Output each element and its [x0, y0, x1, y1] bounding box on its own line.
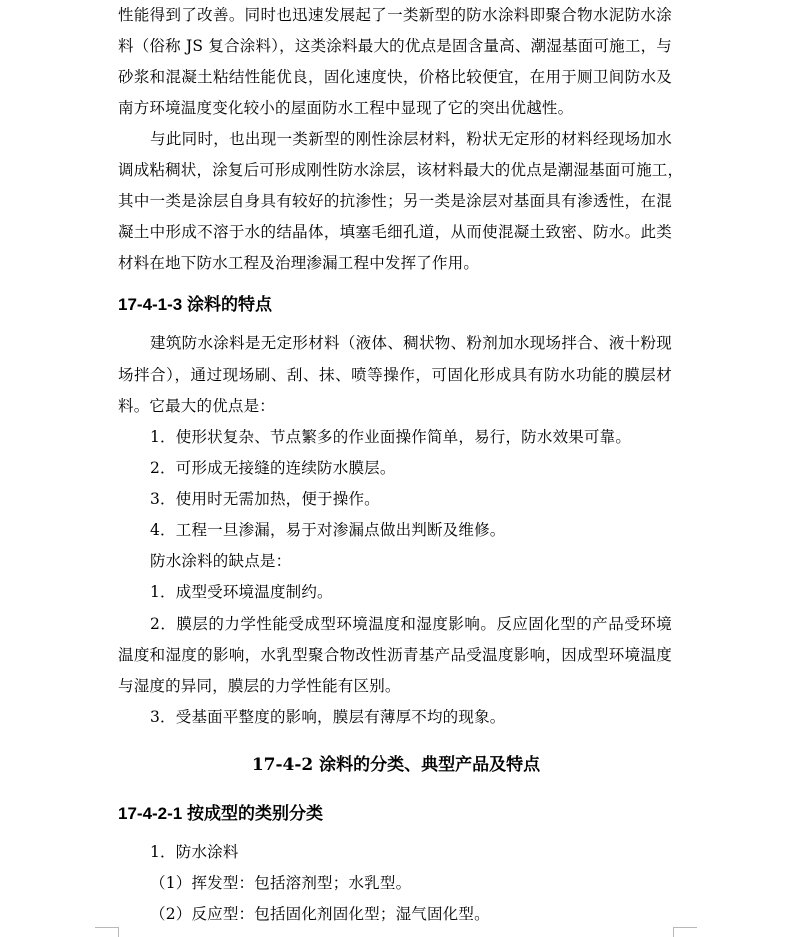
paragraph-line: 凝土中形成不溶于水的结晶体，填塞毛细孔道，从而使混凝土致密、防水。此类 [118, 223, 672, 241]
paragraph-line: 性能得到了改善。同时也迅速发展起了一类新型的防水涂料即聚合物水泥防水涂 [118, 6, 672, 24]
crop-mark-left-h [95, 927, 119, 928]
section-heading: 17-4-1-3 涂料的特点 [118, 295, 272, 314]
paragraph-line: 南方环境温度变化较小的屋面防水工程中显现了它的突出优越性。 [118, 99, 574, 117]
list-item: 1．使形状复杂、节点繁多的作业面操作简单，易行，防水效果可靠。 [150, 428, 632, 446]
list-item: 1．防水涂料 [150, 843, 239, 861]
list-item: （1）挥发型：包括溶剂型；水乳型。 [150, 874, 412, 892]
paragraph-line: 场拌合），通过现场刷、刮、抹、喷等操作，可固化形成具有防水功能的膜层材 [118, 366, 672, 384]
list-item: 1．成型受环境温度制约。 [150, 583, 333, 601]
paragraph-line: 与此同时，也出现一类新型的刚性涂层材料，粉状无定形的材料经现场加水 [150, 130, 672, 148]
list-item: 2．膜层的力学性能受成型环境温度和湿度影响。反应固化型的产品受环境 [150, 615, 672, 633]
list-item: 2．可形成无接缝的连续防水膜层。 [150, 459, 396, 477]
list-item: 3．受基面平整度的影响，膜层有薄厚不均的现象。 [150, 708, 506, 726]
paragraph-line: 防水涂料的缺点是： [150, 552, 292, 570]
paragraph-line: 其中一类是涂层自身具有较好的抗渗性；另一类是涂层对基面具有渗透性，在混 [118, 192, 672, 210]
crop-mark-right-v [673, 927, 674, 937]
paragraph-line: 料（俗称 JS 复合涂料），这类涂料最大的优点是固含量高、潮湿基面可施工，与 [118, 37, 672, 55]
crop-mark-left-v [118, 927, 119, 937]
crop-mark-right-h [673, 927, 697, 928]
section-heading: 17-4-2-1 按成型的类别分类 [118, 804, 323, 823]
paragraph-line: 材料在地下防水工程及治理渗漏工程中发挥了作用。 [118, 254, 480, 272]
paragraph-line: 与湿度的异同，膜层的力学性能有区别。 [118, 677, 401, 695]
paragraph-line: 温度和湿度的影响，水乳型聚合物改性沥青基产品受温度影响，因成型环境温度 [118, 646, 672, 664]
paragraph-line: 调成粘稠状，涂复后可形成刚性防水涂层，该材料最大的优点是潮湿基面可施工， [118, 161, 684, 179]
list-item: （2）反应型：包括固化剂固化型；湿气固化型。 [150, 905, 490, 923]
paragraph-line: 料。它最大的优点是： [118, 397, 276, 415]
list-item: 3．使用时无需加热，便于操作。 [150, 490, 380, 508]
paragraph-line: 建筑防水涂料是无定形材料（液体、稠状物、粉剂加水现场拌合、液十粉现 [150, 334, 672, 352]
subsection-heading: 17-4-2 涂料的分类、典型产品及特点 [251, 755, 541, 775]
list-item: 4．工程一旦渗漏，易于对渗漏点做出判断及维修。 [150, 521, 506, 539]
paragraph-line: 砂浆和混凝土粘结性能优良，固化速度快，价格比较便宜，在用于厕卫间防水及 [118, 68, 672, 86]
